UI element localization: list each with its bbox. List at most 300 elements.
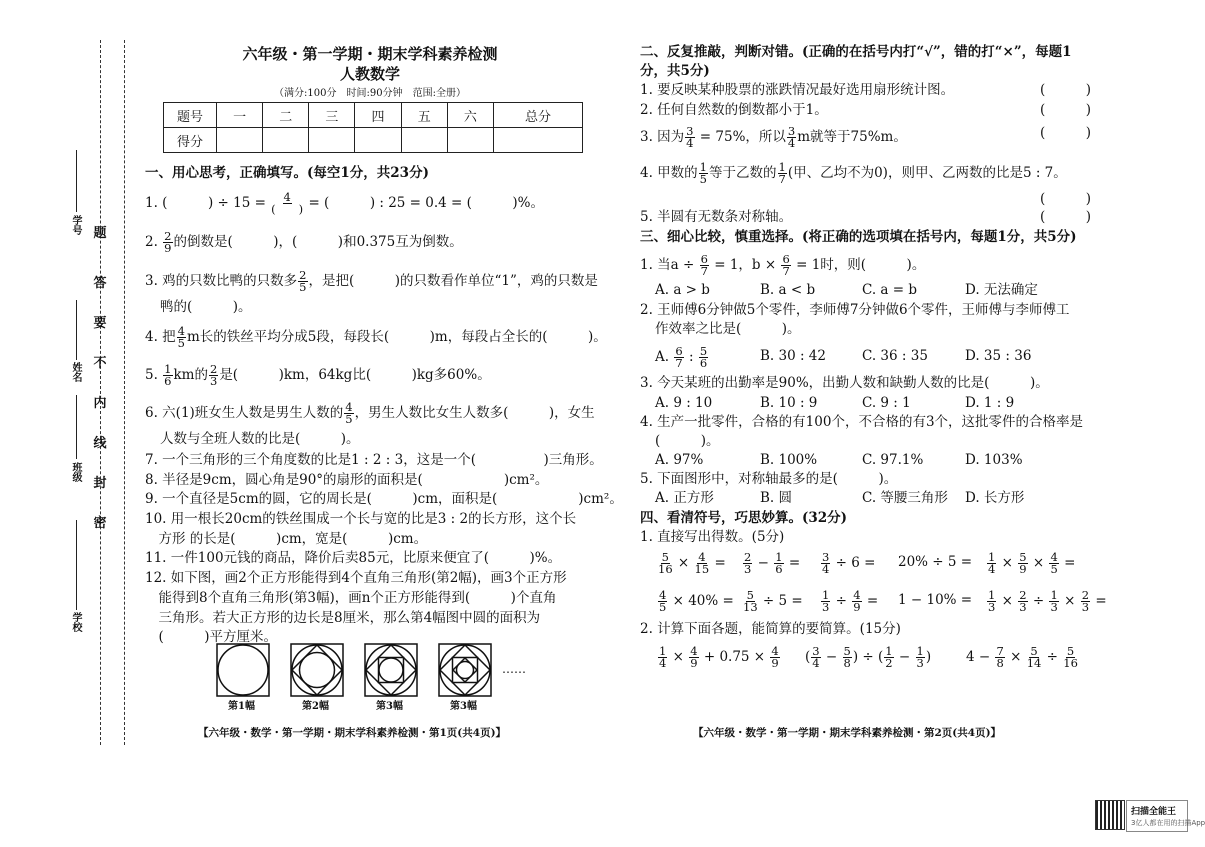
figure-1 [217,644,269,696]
fraction [209,364,218,387]
figure-3 [365,644,417,696]
figure-ellipsis: …… [502,662,526,676]
denominator: 5 [659,600,667,614]
fraction [689,646,698,669]
option[interactable]: A. a > b [655,282,710,298]
fraction [884,646,893,669]
numerator: 1 [778,160,786,174]
denominator: 8 [843,656,851,670]
qr-code-icon [1095,800,1125,830]
text: ÷ 5 = [758,593,803,609]
section4-sub1: 1. 直接写出得数。(5分) [640,529,785,545]
option[interactable]: D. 长方形 [965,490,1025,506]
q1-11: 11. 一件100元钱的商品，降价后卖85元，比原来便宜了( )%。 [145,550,562,566]
q1-12-cont: 能得到8个直角三角形(第3幅)，画n个正方形能得到( )个直角 [145,590,557,606]
text: ÷ 6 = [831,555,876,571]
figure-label: 第3幅 [450,701,477,712]
text: × [1005,649,1026,665]
numerator: 3 [812,644,820,658]
numerator: 4 [659,588,667,602]
q1-1 [145,192,544,215]
judge-4 [640,162,1067,185]
numerator: 5 [1030,644,1038,658]
calc-item [986,590,1107,613]
fraction [695,552,710,575]
denominator: 6 [699,356,708,370]
text: × 40% = [668,593,734,609]
fraction [811,646,820,669]
text: − [821,649,842,665]
score-input-cell[interactable] [217,128,263,153]
warning-char: 题 [93,226,107,241]
numerator: 2 [1081,588,1090,602]
warning-char: 答 [93,276,107,291]
numerator: 1 [885,644,893,658]
denominator: 3 [1050,600,1058,614]
denominator: 5 [299,280,307,294]
q1-10: 10. 用一根长20cm的铁丝围成一个长与宽的比是3 : 2的长方形，这个长 [145,511,577,527]
option[interactable]: C. 36 : 35 [862,348,928,364]
section4-heading: 四、看清符号，巧思妙算。(32分) [640,510,848,526]
denominator: 9 [853,600,861,614]
text: A. [655,349,674,365]
text: 6. 六(1)班女生人数是男生人数的 [145,405,344,421]
q1-5 [145,364,491,387]
denominator: 4 [822,562,830,576]
judge-1: 1. 要反映某种股票的涨跌情况最好选用扇形统计图。 [640,82,955,98]
denominator: 3 [1081,600,1090,614]
q1-12: 12. 如下图，画2个正方形能得到4个直角三角形(第2幅)，画3个正方形 [145,570,567,586]
text: 的倒数是( )，( )和0.375互为倒数。 [173,234,463,250]
section1-heading: 一、用心思考，正确填写。(每空1分，共23分) [145,165,429,181]
fraction [852,590,861,613]
fraction [1018,590,1027,613]
binding-dashed-line-2 [124,40,125,745]
text: 5. [145,367,163,383]
text: : [684,349,698,365]
text: × [997,593,1018,609]
answer-paren[interactable]: ( ) [1040,209,1092,225]
name-line [76,300,77,360]
option[interactable]: C. 97.1% [862,452,924,468]
text: 等于乙数的 [709,165,777,181]
figure-label: 第1幅 [228,701,255,712]
fraction [699,162,708,185]
denominator: 15 [694,562,710,576]
option[interactable]: C. 9 : 1 [862,395,911,411]
option[interactable]: B. 100% [760,452,818,468]
text: 3. 鸡的只数比鸭的只数多 [145,273,298,289]
text: = ( ) : 25 = 0.4 = ( )%。 [304,195,545,211]
denominator: 6 [775,562,783,576]
choice-5: 5. 下面图形中，对称轴最多的是( )。 [640,471,898,487]
numerator: 5 [1066,644,1075,658]
fraction [987,590,996,613]
answer-paren[interactable]: ( ) [1040,191,1092,207]
text: 4. 甲数的 [640,165,698,181]
denominator: 3 [916,656,924,670]
numerator: 1 [988,588,996,602]
score-table-score-row [164,128,583,153]
text: m长的铁丝平均分成5段，每段长( )m，每段占全长的( )。 [187,329,607,345]
calc-item [657,552,726,575]
numerator: 5 [746,588,754,602]
score-input-cell[interactable] [309,128,355,153]
fraction [787,126,796,149]
denominator: 5 [345,412,353,426]
option[interactable]: D. 1 : 9 [965,395,1015,411]
numerator: 1 [775,550,783,564]
text: = [1059,555,1076,571]
fraction [1049,552,1058,575]
denominator: 7 [782,264,790,278]
numerator: 1 [988,550,996,564]
fraction [987,552,996,575]
text: × [673,555,694,571]
text: − [894,649,915,665]
exam-subtitle: 人教数学 [339,65,400,83]
option[interactable] [655,346,709,369]
denominator: 3 [822,600,830,614]
text: × [1028,555,1049,571]
simplify-item [805,646,931,669]
class-line [76,395,77,459]
numerator: 4 [345,400,353,414]
denominator: 3 [209,374,218,388]
answer-paren[interactable]: ( ) [1040,82,1092,98]
denominator: 16 [1063,656,1078,670]
score-cell: 一 [217,103,263,128]
q1-2 [145,231,463,254]
option[interactable]: A. 97% [655,452,704,468]
scanner-badge [1126,800,1205,832]
numerator: 2 [299,268,307,282]
fraction [658,590,667,613]
student-id-label: 学号 [70,215,81,235]
fraction [344,402,353,425]
q1-4 [145,326,607,349]
section3-heading: 三、细心比较，慎重选择。(将正确的选项填在括号内，每题1分，共5分) [640,229,1077,245]
fraction [658,552,673,575]
figure-4 [439,644,491,696]
numerator: 4 [1050,550,1058,564]
q1-3-cont: 鸭的( )。 [160,299,252,315]
calc-item [986,552,1075,575]
simplify-item [657,646,781,669]
score-cell: 总分 [493,103,582,128]
numerator: 5 [843,644,851,658]
warning-char: 要 [93,316,107,331]
calc-item [820,552,875,575]
option[interactable]: D. 35 : 36 [965,348,1032,364]
numerator: 2 [1019,588,1027,602]
score-input-cell[interactable] [355,128,401,153]
score-cell: 三 [309,103,355,128]
denominator: 4 [787,136,796,150]
text: 1. 当a ÷ [640,257,699,273]
exam-title: 六年级・第一学期・期末学科素养检测 [242,45,498,63]
judge-2: 2. 任何自然数的倒数都小于1。 [640,102,828,118]
text: m就等于75%m。 [797,129,907,145]
numerator: 1 [659,644,667,658]
figure-label: 第2幅 [302,701,329,712]
text: ) [925,649,932,665]
denominator: 4 [812,656,820,670]
q1-12-cont3: ( )平方厘米。 [145,629,278,645]
denominator: 5 [1050,562,1058,576]
denominator: 3 [1019,600,1027,614]
text: ÷ [831,593,852,609]
denominator: 5 [177,336,185,350]
judge-5: 5. 半圆有无数条对称轴。 [640,209,793,225]
warning-char: 内 [93,396,107,411]
calc-item [820,590,878,613]
warning-char: 线 [93,436,107,451]
section4-sub2: 2. 计算下面各题，能简算的要简算。(15分) [640,621,901,637]
footer-left: 【六年级・数学・第一学期・期末学科素养检测・第1页(共4页)】 [198,727,507,739]
warning-char: 密 [93,516,107,531]
numerator: 6 [782,252,790,266]
footer-right: 【六年级・数学・第一学期・期末学科素养检测・第2页(共4页)】 [693,727,1002,739]
answer-paren[interactable]: ( ) [1040,125,1092,141]
numerator: 1 [699,160,707,174]
numerator: 6 [700,252,708,266]
denominator: 9 [1019,562,1027,576]
text: = [862,593,879,609]
numerator: 2 [209,362,218,376]
denominator: 8 [996,656,1004,670]
denominator: 3 [988,600,996,614]
text: ) ÷ ( [852,649,884,665]
denominator: 4 [988,562,996,576]
text: × [1059,593,1080,609]
text: 是( )km，64kg比( )kg多60%。 [219,367,491,383]
text: × [997,555,1018,571]
fraction [163,231,172,254]
class-label: 班级 [70,462,81,482]
numerator: 6 [675,344,683,358]
numerator: 3 [686,124,694,138]
numerator: 7 [996,644,1004,658]
score-input-cell[interactable] [263,128,309,153]
fraction [1049,590,1058,613]
score-cell: 四 [355,103,401,128]
denominator: 7 [778,172,786,186]
denominator: 5 [699,172,707,186]
text: 4 − [966,649,995,665]
fraction [995,646,1004,669]
fraction [743,552,752,575]
numerator: 1 [916,644,924,658]
text: ，是把( )的只数看作单位“1”，鸡的只数是 [308,273,598,289]
numerator: 3 [787,124,796,138]
fraction [1027,646,1042,669]
score-table [163,102,583,153]
fraction [770,646,779,669]
calc-item: 20% ÷ 5 = [898,554,973,570]
numerator: 4 [283,190,291,204]
score-table-header-row [164,103,583,128]
fraction [685,126,694,149]
denominator: 13 [743,600,758,614]
fraction [916,646,925,669]
q1-6-cont: 人数与全班人数的比是( )。 [160,431,360,447]
fraction [699,346,708,369]
option[interactable]: D. 103% [965,452,1023,468]
denominator: 7 [675,356,683,370]
text: ( [805,649,811,665]
numerator: 4 [853,588,861,602]
calc-item [742,552,800,575]
q1-12-cont2: 三角形。若大正方形的边长是8厘米，那么第4幅图中圆的面积为 [145,610,541,626]
name-label: 姓名 [70,362,81,382]
score-cell: 题号 [164,103,217,128]
numerator: 1 [1050,588,1058,602]
denominator: 9 [164,241,172,255]
fraction [1063,646,1078,669]
simplify-item [966,646,1079,669]
option[interactable]: C. 等腰三角形 [862,490,948,506]
fraction [774,552,783,575]
warning-char: 封 [93,476,107,491]
numerator: 4 [771,644,779,658]
denominator: 9 [771,656,779,670]
text: 3. 因为 [640,129,685,145]
denominator: 9 [690,656,698,670]
numerator: 2 [164,229,172,243]
fraction [271,192,303,215]
calc-item [657,590,734,613]
scanner-badge-tagline: 3亿人都在用的扫描App [1131,819,1205,827]
option[interactable]: B. 30 : 42 [760,348,826,364]
denominator: 4 [686,136,694,150]
denominator: 4 [659,656,667,670]
answer-paren[interactable]: ( ) [1040,102,1092,118]
choice-4: 4. 生产一批零件，合格的有100个，不合格的有3个，这批零件的合格率是 [640,414,1084,430]
option[interactable]: A. 9 : 10 [655,395,713,411]
denominator: 2 [885,656,893,670]
numerator: 4 [698,550,706,564]
text: 4. 把 [145,329,176,345]
numerator: 3 [822,550,830,564]
judge-3 [640,126,907,149]
text: ÷ [1042,649,1063,665]
text: (甲、乙均不为0)，则甲、乙两数的比是5 : 7。 [787,165,1067,181]
option[interactable]: B. 10 : 9 [760,395,818,411]
denominator: 16 [658,562,673,576]
text: = 1，b × [709,257,781,273]
choice-3: 3. 今天某班的出勤率是90%，出勤人数和缺勤人数的比是( )。 [640,375,1049,391]
warning-char: 不 [93,356,107,371]
choice-1 [640,254,925,277]
fraction [821,590,830,613]
q1-6 [145,402,595,425]
section2-heading-cont: 分，共5分) [640,63,710,79]
q1-9: 9. 一个直径是5cm的圆，它的周长是( )cm，面积是( )cm²。 [145,491,623,507]
text: 1. ( ) ÷ 15 = [145,195,271,211]
calc-item: 1 − 10% = [898,592,973,608]
option[interactable]: C. a = b [862,282,918,298]
score-input-cell[interactable] [401,128,447,153]
text: = [784,555,801,571]
text: = 1时，则( )。 [791,257,926,273]
fraction [700,254,709,277]
text: km的 [173,367,208,383]
calc-item [742,590,803,613]
fraction [674,346,683,369]
text: − [753,555,774,571]
q1-3 [145,270,598,293]
exam-meta: （满分:100分 时间:90分钟 范围:全册） [274,88,466,99]
figure-2 [291,644,343,696]
school-label: 学校 [70,612,81,632]
numerator: 2 [744,550,752,564]
score-cell: 六 [447,103,493,128]
score-input-cell[interactable] [493,128,582,153]
option[interactable]: B. a < b [760,282,816,298]
numerator: 1 [822,588,830,602]
figure-label: 第3幅 [376,701,403,712]
fraction [778,162,787,185]
q1-10-cont: 方形 的长是( )cm，宽是( )cm。 [145,531,428,547]
denominator: ( ) [271,202,304,216]
score-cell: 二 [263,103,309,128]
numerator: 5 [661,550,669,564]
q1-7: 7. 一个三角形的三个角度数的比是1 : 2 : 3，这是一个( )三角形。 [145,452,603,468]
student-id-line [76,150,77,212]
choice-2-cont: 作效率之比是( )。 [655,321,801,337]
option[interactable]: B. 圆 [760,490,793,506]
score-cell: 得分 [164,128,217,153]
text: × [668,649,689,665]
text: 2. [145,234,163,250]
school-line [76,520,77,610]
option[interactable]: A. 正方形 [655,490,714,506]
numerator: 4 [690,644,698,658]
score-input-cell[interactable] [447,128,493,153]
fraction [843,646,852,669]
numerator: 5 [699,344,708,358]
numerator: 1 [164,362,172,376]
scanner-badge-name: 扫描全能王 [1131,807,1177,817]
numerator: 5 [1019,550,1027,564]
fraction [177,326,186,349]
choice-4-cont: ( )。 [655,433,720,449]
denominator: 14 [1026,656,1042,670]
text: = 75%，所以 [695,129,786,145]
text: + 0.75 × [699,649,770,665]
fraction [1018,552,1027,575]
option[interactable]: D. 无法确定 [965,282,1038,298]
choice-2: 2. 王师傅6分钟做5个零件，李师傅7分钟做6个零件，王师傅与李师傅工 [640,302,1070,318]
text: = [710,555,726,571]
fraction [298,270,307,293]
denominator: 6 [164,374,172,388]
fraction [743,590,758,613]
q1-8: 8. 半径是9cm，圆心角是90°的扇形的面积是( )cm²。 [145,472,549,488]
fraction [821,552,830,575]
text: ÷ [1028,593,1049,609]
denominator: 7 [700,264,708,278]
fraction [781,254,790,277]
fraction [163,364,172,387]
section2-heading: 二、反复推敲，判断对错。(正确的在括号内打“√”，错的打“×”，每题1 [640,44,1072,60]
numerator: 4 [177,324,185,338]
denominator: 3 [744,562,752,576]
score-cell: 五 [401,103,447,128]
text: ，男生人数比女生人数多( )，女生 [354,405,595,421]
fraction [1081,590,1090,613]
